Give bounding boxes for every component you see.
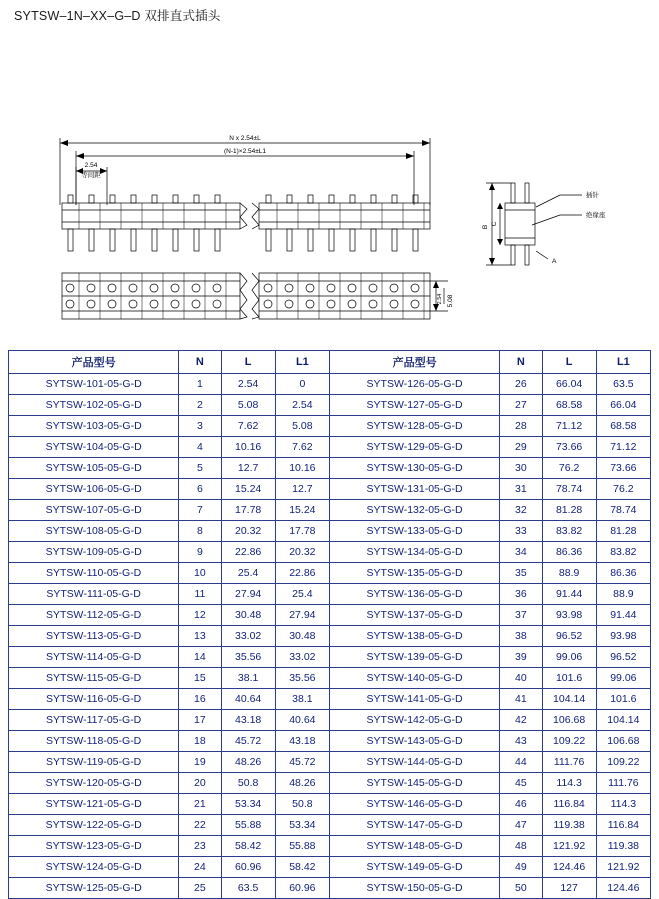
cell-l1-right: 101.6: [596, 689, 650, 710]
cell-n-left: 2: [179, 395, 221, 416]
cell-l1-left: 60.96: [275, 878, 329, 899]
cell-n-right: 32: [500, 500, 542, 521]
cell-l1-left: 43.18: [275, 731, 329, 752]
cell-l1-left: 25.4: [275, 584, 329, 605]
cell-l1-left: 0: [275, 374, 329, 395]
cell-l1-right: 96.52: [596, 647, 650, 668]
table-row: [9, 626, 651, 647]
cell-l-left: 40.64: [221, 689, 275, 710]
cell-n-left: 23: [179, 836, 221, 857]
cell-model-right: SYTSW-134-05-G-D: [329, 542, 499, 563]
cell-n-left: 20: [179, 773, 221, 794]
cell-n-left: 9: [179, 542, 221, 563]
cell-l1-left: 15.24: [275, 500, 329, 521]
cell-model-left: SYTSW-104-05-G-D: [9, 437, 179, 458]
header-n-left: N: [179, 351, 221, 374]
cell-l-right: 71.12: [542, 416, 596, 437]
cell-n-left: 17: [179, 710, 221, 731]
cell-l-left: 17.78: [221, 500, 275, 521]
cell-l-left: 53.34: [221, 794, 275, 815]
cell-model-right: SYTSW-136-05-G-D: [329, 584, 499, 605]
cell-l-right: 114.3: [542, 773, 596, 794]
cell-l-left: 27.94: [221, 584, 275, 605]
cell-l1-right: 121.92: [596, 857, 650, 878]
cell-n-right: 33: [500, 521, 542, 542]
cell-model-right: SYTSW-141-05-G-D: [329, 689, 499, 710]
cell-model-right: SYTSW-127-05-G-D: [329, 395, 499, 416]
cell-model-left: SYTSW-124-05-G-D: [9, 857, 179, 878]
svg-text:5.08: 5.08: [447, 294, 454, 308]
svg-text:2.54: 2.54: [84, 162, 98, 169]
cell-n-right: 39: [500, 647, 542, 668]
page-title: SYTSW–1N–XX–G–D 双排直式插头: [14, 9, 221, 23]
table-row: [9, 668, 651, 689]
table-row: [9, 815, 651, 836]
table-row: [9, 479, 651, 500]
cell-l1-left: 22.86: [275, 563, 329, 584]
cell-model-right: SYTSW-143-05-G-D: [329, 731, 499, 752]
cell-l-left: 2.54: [221, 374, 275, 395]
cell-l-right: 73.66: [542, 437, 596, 458]
cell-l-left: 50.8: [221, 773, 275, 794]
cell-model-right: SYTSW-130-05-G-D: [329, 458, 499, 479]
cell-n-right: 35: [500, 563, 542, 584]
table-row: [9, 521, 651, 542]
cell-model-right: SYTSW-146-05-G-D: [329, 794, 499, 815]
header-l1-left: L1: [275, 351, 329, 374]
cell-l-right: 91.44: [542, 584, 596, 605]
cell-l1-left: 48.26: [275, 773, 329, 794]
cell-l-left: 20.32: [221, 521, 275, 542]
cell-n-right: 26: [500, 374, 542, 395]
cell-l1-right: 71.12: [596, 437, 650, 458]
cell-l1-left: 27.94: [275, 605, 329, 626]
cell-l-right: 99.06: [542, 647, 596, 668]
cell-n-left: 8: [179, 521, 221, 542]
cell-l1-right: 86.36: [596, 563, 650, 584]
cell-l1-left: 40.64: [275, 710, 329, 731]
table-row: [9, 710, 651, 731]
cell-model-right: SYTSW-133-05-G-D: [329, 521, 499, 542]
cell-l1-left: 12.7: [275, 479, 329, 500]
cell-n-right: 46: [500, 794, 542, 815]
cell-l-left: 30.48: [221, 605, 275, 626]
cell-model-right: SYTSW-140-05-G-D: [329, 668, 499, 689]
table-row: [9, 416, 651, 437]
cell-model-left: SYTSW-116-05-G-D: [9, 689, 179, 710]
cell-l-left: 7.62: [221, 416, 275, 437]
cell-l-left: 15.24: [221, 479, 275, 500]
cell-n-right: 31: [500, 479, 542, 500]
cell-l1-right: 111.76: [596, 773, 650, 794]
table-row: [9, 563, 651, 584]
table-row: [9, 752, 651, 773]
cell-l-right: 121.92: [542, 836, 596, 857]
cell-n-right: 29: [500, 437, 542, 458]
cell-model-left: SYTSW-101-05-G-D: [9, 374, 179, 395]
cell-n-right: 27: [500, 395, 542, 416]
cell-n-right: 50: [500, 878, 542, 899]
cell-l-left: 63.5: [221, 878, 275, 899]
svg-text:N x 2.54±L: N x 2.54±L: [229, 135, 261, 142]
cell-model-left: SYTSW-106-05-G-D: [9, 479, 179, 500]
cell-l1-left: 2.54: [275, 395, 329, 416]
cell-model-left: SYTSW-108-05-G-D: [9, 521, 179, 542]
cell-model-left: SYTSW-125-05-G-D: [9, 878, 179, 899]
cell-model-right: SYTSW-135-05-G-D: [329, 563, 499, 584]
spec-table-container: [8, 350, 651, 899]
cell-model-left: SYTSW-121-05-G-D: [9, 794, 179, 815]
cell-model-left: SYTSW-110-05-G-D: [9, 563, 179, 584]
cell-model-left: SYTSW-109-05-G-D: [9, 542, 179, 563]
cell-l1-right: 73.66: [596, 458, 650, 479]
cell-l1-right: 88.9: [596, 584, 650, 605]
cell-n-left: 3: [179, 416, 221, 437]
cell-model-right: SYTSW-144-05-G-D: [329, 752, 499, 773]
cell-l1-left: 45.72: [275, 752, 329, 773]
cell-n-right: 30: [500, 458, 542, 479]
table-row: [9, 500, 651, 521]
cell-model-left: SYTSW-119-05-G-D: [9, 752, 179, 773]
cell-l-right: 104.14: [542, 689, 596, 710]
cell-l1-left: 35.56: [275, 668, 329, 689]
svg-text:插针: 插针: [586, 192, 599, 199]
cell-l1-right: 78.74: [596, 500, 650, 521]
cell-l1-left: 5.08: [275, 416, 329, 437]
table-row: [9, 878, 651, 899]
cell-n-left: 19: [179, 752, 221, 773]
cell-n-right: 49: [500, 857, 542, 878]
cell-l-left: 55.88: [221, 815, 275, 836]
cell-n-left: 21: [179, 794, 221, 815]
cell-l-left: 45.72: [221, 731, 275, 752]
cell-n-left: 1: [179, 374, 221, 395]
table-row: [9, 542, 651, 563]
cell-n-left: 22: [179, 815, 221, 836]
cell-l1-right: 109.22: [596, 752, 650, 773]
cell-model-right: SYTSW-138-05-G-D: [329, 626, 499, 647]
cell-l-right: 88.9: [542, 563, 596, 584]
cell-model-right: SYTSW-137-05-G-D: [329, 605, 499, 626]
cell-n-left: 14: [179, 647, 221, 668]
cell-n-right: 44: [500, 752, 542, 773]
svg-text:B: B: [482, 224, 489, 230]
cell-l1-right: 63.5: [596, 374, 650, 395]
cell-l1-right: 119.38: [596, 836, 650, 857]
header-l-right: L: [542, 351, 596, 374]
cell-l1-right: 81.28: [596, 521, 650, 542]
cell-model-right: SYTSW-142-05-G-D: [329, 710, 499, 731]
svg-text:C: C: [491, 221, 498, 227]
cell-l-left: 10.16: [221, 437, 275, 458]
cell-model-right: SYTSW-132-05-G-D: [329, 500, 499, 521]
cell-l1-left: 50.8: [275, 794, 329, 815]
table-header-row: [9, 351, 651, 374]
table-row: [9, 395, 651, 416]
cell-n-left: 4: [179, 437, 221, 458]
cell-l1-left: 33.02: [275, 647, 329, 668]
svg-text:等间距: 等间距: [81, 172, 101, 179]
cell-model-right: SYTSW-129-05-G-D: [329, 437, 499, 458]
cell-l1-right: 68.58: [596, 416, 650, 437]
cell-model-left: SYTSW-102-05-G-D: [9, 395, 179, 416]
cell-model-left: SYTSW-122-05-G-D: [9, 815, 179, 836]
cell-n-right: 36: [500, 584, 542, 605]
cell-l-right: 66.04: [542, 374, 596, 395]
cell-n-left: 18: [179, 731, 221, 752]
cell-l-right: 116.84: [542, 794, 596, 815]
cell-l1-right: 66.04: [596, 395, 650, 416]
cell-l1-left: 10.16: [275, 458, 329, 479]
cell-n-right: 43: [500, 731, 542, 752]
cell-l-left: 33.02: [221, 626, 275, 647]
header-n-right: N: [500, 351, 542, 374]
cell-l-right: 86.36: [542, 542, 596, 563]
header-model-right: 产品型号: [329, 351, 499, 374]
table-row: [9, 458, 651, 479]
cell-n-right: 45: [500, 773, 542, 794]
cell-n-left: 10: [179, 563, 221, 584]
table-row: [9, 794, 651, 815]
cell-l1-right: 99.06: [596, 668, 650, 689]
cell-model-left: SYTSW-105-05-G-D: [9, 458, 179, 479]
header-l-left: L: [221, 351, 275, 374]
cell-n-right: 28: [500, 416, 542, 437]
cell-model-right: SYTSW-148-05-G-D: [329, 836, 499, 857]
cell-model-right: SYTSW-128-05-G-D: [329, 416, 499, 437]
cell-l1-right: 91.44: [596, 605, 650, 626]
cell-l-right: 96.52: [542, 626, 596, 647]
cell-l1-left: 7.62: [275, 437, 329, 458]
cell-l-right: 109.22: [542, 731, 596, 752]
cell-l-right: 78.74: [542, 479, 596, 500]
cell-n-left: 11: [179, 584, 221, 605]
cell-l-left: 22.86: [221, 542, 275, 563]
cell-model-right: SYTSW-149-05-G-D: [329, 857, 499, 878]
cell-l-right: 76.2: [542, 458, 596, 479]
cell-n-right: 34: [500, 542, 542, 563]
cell-l-left: 58.42: [221, 836, 275, 857]
cell-l-right: 111.76: [542, 752, 596, 773]
cell-n-left: 13: [179, 626, 221, 647]
spec-table: [8, 350, 651, 899]
table-row: [9, 437, 651, 458]
cell-l1-right: 76.2: [596, 479, 650, 500]
cell-l-right: 83.82: [542, 521, 596, 542]
cell-model-left: SYTSW-103-05-G-D: [9, 416, 179, 437]
cell-l-left: 38.1: [221, 668, 275, 689]
table-row: [9, 773, 651, 794]
cell-model-right: SYTSW-131-05-G-D: [329, 479, 499, 500]
cell-l-left: 5.08: [221, 395, 275, 416]
cell-model-left: SYTSW-113-05-G-D: [9, 626, 179, 647]
cell-l-left: 43.18: [221, 710, 275, 731]
cell-n-right: 41: [500, 689, 542, 710]
cell-model-left: SYTSW-117-05-G-D: [9, 710, 179, 731]
table-row: [9, 836, 651, 857]
cell-l-left: 48.26: [221, 752, 275, 773]
cell-l1-left: 30.48: [275, 626, 329, 647]
cell-l-right: 101.6: [542, 668, 596, 689]
svg-text:A: A: [552, 258, 557, 265]
cell-n-left: 24: [179, 857, 221, 878]
cell-l1-left: 17.78: [275, 521, 329, 542]
cell-l1-left: 38.1: [275, 689, 329, 710]
cell-model-right: SYTSW-145-05-G-D: [329, 773, 499, 794]
cell-n-right: 40: [500, 668, 542, 689]
table-row: [9, 374, 651, 395]
cell-l1-left: 20.32: [275, 542, 329, 563]
cell-l1-right: 104.14: [596, 710, 650, 731]
cell-model-left: SYTSW-123-05-G-D: [9, 836, 179, 857]
cell-l-left: 60.96: [221, 857, 275, 878]
cell-n-right: 47: [500, 815, 542, 836]
cell-l1-right: 106.68: [596, 731, 650, 752]
cell-l1-right: 124.46: [596, 878, 650, 899]
table-row: [9, 584, 651, 605]
svg-text:(N-1)×2.54±L1: (N-1)×2.54±L1: [223, 148, 267, 155]
cell-l-right: 81.28: [542, 500, 596, 521]
table-row: [9, 857, 651, 878]
table-row: [9, 647, 651, 668]
cell-n-left: 12: [179, 605, 221, 626]
cell-n-right: 42: [500, 710, 542, 731]
cell-model-left: SYTSW-120-05-G-D: [9, 773, 179, 794]
cell-n-left: 16: [179, 689, 221, 710]
cell-l1-right: 114.3: [596, 794, 650, 815]
svg-text:2.54: 2.54: [437, 293, 443, 305]
cell-model-left: SYTSW-112-05-G-D: [9, 605, 179, 626]
cell-model-left: SYTSW-107-05-G-D: [9, 500, 179, 521]
cell-l1-left: 55.88: [275, 836, 329, 857]
cell-n-left: 6: [179, 479, 221, 500]
cell-n-right: 38: [500, 626, 542, 647]
technical-drawing: [0, 55, 659, 335]
cell-l-right: 93.98: [542, 605, 596, 626]
cell-model-left: SYTSW-111-05-G-D: [9, 584, 179, 605]
svg-text:绝缘座: 绝缘座: [586, 212, 606, 219]
cell-l-right: 68.58: [542, 395, 596, 416]
table-row: [9, 689, 651, 710]
cell-l1-left: 53.34: [275, 815, 329, 836]
table-row: [9, 605, 651, 626]
cell-l-left: 12.7: [221, 458, 275, 479]
cell-n-right: 37: [500, 605, 542, 626]
cell-model-left: SYTSW-118-05-G-D: [9, 731, 179, 752]
cell-n-left: 25: [179, 878, 221, 899]
cell-l-left: 35.56: [221, 647, 275, 668]
cell-model-left: SYTSW-114-05-G-D: [9, 647, 179, 668]
cell-l-right: 124.46: [542, 857, 596, 878]
cell-model-right: SYTSW-126-05-G-D: [329, 374, 499, 395]
cell-l1-left: 58.42: [275, 857, 329, 878]
cell-l1-right: 116.84: [596, 815, 650, 836]
cell-n-right: 48: [500, 836, 542, 857]
cell-model-right: SYTSW-139-05-G-D: [329, 647, 499, 668]
header-l1-right: L1: [596, 351, 650, 374]
cell-model-left: SYTSW-115-05-G-D: [9, 668, 179, 689]
cell-l1-right: 83.82: [596, 542, 650, 563]
cell-l-left: 25.4: [221, 563, 275, 584]
cell-l-right: 106.68: [542, 710, 596, 731]
header-model-left: 产品型号: [9, 351, 179, 374]
cell-model-right: SYTSW-147-05-G-D: [329, 815, 499, 836]
table-row: [9, 731, 651, 752]
cell-l-right: 127: [542, 878, 596, 899]
cell-n-left: 15: [179, 668, 221, 689]
cell-model-right: SYTSW-150-05-G-D: [329, 878, 499, 899]
cell-l1-right: 93.98: [596, 626, 650, 647]
cell-l-right: 119.38: [542, 815, 596, 836]
cell-n-left: 5: [179, 458, 221, 479]
cell-n-left: 7: [179, 500, 221, 521]
